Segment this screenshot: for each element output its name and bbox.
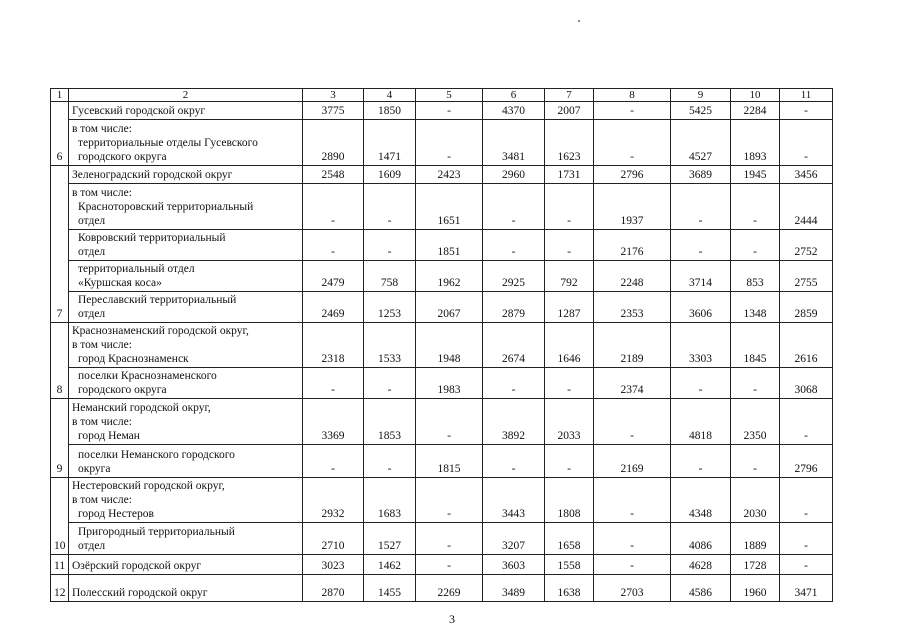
value-cell: 2067 bbox=[416, 292, 483, 323]
row-name-line: город Неман bbox=[78, 430, 140, 442]
table-row bbox=[51, 184, 833, 230]
value-cell: 1471 bbox=[364, 120, 416, 166]
row-name-line: отдел bbox=[78, 246, 106, 258]
value-cell: 2703 bbox=[594, 575, 671, 602]
value-cell: - bbox=[780, 120, 833, 166]
value-cell: 2796 bbox=[780, 445, 833, 478]
value-cell: 2755 bbox=[780, 261, 833, 292]
page-number: 3 bbox=[449, 612, 455, 626]
row-number: 12 bbox=[51, 575, 69, 602]
value-cell: 2176 bbox=[594, 230, 671, 261]
row-name bbox=[69, 575, 303, 602]
value-cell: - bbox=[731, 368, 780, 399]
value-cell: - bbox=[594, 478, 671, 523]
header-cell: 10 bbox=[731, 89, 780, 102]
value-cell: 2960 bbox=[483, 166, 545, 184]
value-cell: 3369 bbox=[303, 399, 364, 445]
value-cell: 2318 bbox=[303, 323, 364, 368]
row-name-line: в том числе: bbox=[72, 187, 132, 199]
value-cell: 3481 bbox=[483, 120, 545, 166]
value-cell: 1937 bbox=[594, 184, 671, 230]
value-cell: 3207 bbox=[483, 523, 545, 555]
value-cell: 2269 bbox=[416, 575, 483, 602]
table-body bbox=[51, 89, 833, 602]
row-name bbox=[69, 120, 303, 166]
table-row bbox=[51, 102, 833, 120]
table-row bbox=[51, 368, 833, 399]
value-cell: 1638 bbox=[545, 575, 594, 602]
row-name-line: в том числе: bbox=[72, 339, 132, 351]
row-name bbox=[69, 292, 303, 323]
value-cell: 2796 bbox=[594, 166, 671, 184]
row-name-line: «Куршская коса» bbox=[78, 277, 162, 289]
value-cell: 3606 bbox=[671, 292, 731, 323]
table-row bbox=[51, 399, 833, 445]
value-cell: - bbox=[303, 184, 364, 230]
value-cell: - bbox=[671, 184, 731, 230]
value-cell: 4628 bbox=[671, 555, 731, 575]
row-name-line: Ковровский территориальный bbox=[78, 232, 226, 244]
data-table bbox=[50, 88, 833, 602]
value-cell: 1533 bbox=[364, 323, 416, 368]
value-cell: 2870 bbox=[303, 575, 364, 602]
row-name-line: Зеленоградский городской округ bbox=[72, 169, 233, 181]
value-cell: - bbox=[483, 230, 545, 261]
value-cell: - bbox=[545, 230, 594, 261]
value-cell: 1815 bbox=[416, 445, 483, 478]
table-row bbox=[51, 166, 833, 184]
value-cell: 1646 bbox=[545, 323, 594, 368]
value-cell: 1893 bbox=[731, 120, 780, 166]
value-cell: 3714 bbox=[671, 261, 731, 292]
value-cell: 1253 bbox=[364, 292, 416, 323]
value-cell: 2374 bbox=[594, 368, 671, 399]
value-cell: 4586 bbox=[671, 575, 731, 602]
value-cell: 1889 bbox=[731, 523, 780, 555]
row-name-line: в том числе: bbox=[72, 494, 132, 506]
value-cell: - bbox=[731, 445, 780, 478]
value-cell: 1683 bbox=[364, 478, 416, 523]
value-cell: 2169 bbox=[594, 445, 671, 478]
row-name-line: округа bbox=[78, 463, 111, 475]
value-cell: 1651 bbox=[416, 184, 483, 230]
value-cell: 1728 bbox=[731, 555, 780, 575]
table-row bbox=[51, 230, 833, 261]
row-number: 10 bbox=[51, 478, 69, 555]
value-cell: 1845 bbox=[731, 323, 780, 368]
value-cell: 1558 bbox=[545, 555, 594, 575]
row-name-line: город Нестеров bbox=[78, 508, 154, 520]
value-cell: 2859 bbox=[780, 292, 833, 323]
value-cell: 1623 bbox=[545, 120, 594, 166]
value-cell: - bbox=[594, 120, 671, 166]
header-cell: 2 bbox=[69, 89, 303, 102]
row-name-line: город Краснознаменск bbox=[78, 353, 189, 365]
row-name-line: поселки Краснознаменского bbox=[78, 370, 217, 382]
row-name-line: Гусевский городской округ bbox=[72, 105, 206, 117]
value-cell: - bbox=[545, 184, 594, 230]
header-cell: 9 bbox=[671, 89, 731, 102]
value-cell: 2007 bbox=[545, 102, 594, 120]
value-cell: 2284 bbox=[731, 102, 780, 120]
value-cell: - bbox=[483, 445, 545, 478]
value-cell: - bbox=[594, 555, 671, 575]
value-cell: - bbox=[545, 368, 594, 399]
value-cell: 2674 bbox=[483, 323, 545, 368]
value-cell: - bbox=[416, 102, 483, 120]
value-cell: 853 bbox=[731, 261, 780, 292]
value-cell: 2710 bbox=[303, 523, 364, 555]
value-cell: 1851 bbox=[416, 230, 483, 261]
row-number: 6 bbox=[51, 102, 69, 166]
value-cell: 4818 bbox=[671, 399, 731, 445]
value-cell: 3489 bbox=[483, 575, 545, 602]
header-cell: 3 bbox=[303, 89, 364, 102]
value-cell: 1948 bbox=[416, 323, 483, 368]
row-name bbox=[69, 555, 303, 575]
header-cell: 7 bbox=[545, 89, 594, 102]
row-name-line: городского округа bbox=[78, 384, 167, 396]
table-row bbox=[51, 575, 833, 602]
row-name bbox=[69, 368, 303, 399]
value-cell: 2189 bbox=[594, 323, 671, 368]
value-cell: 2925 bbox=[483, 261, 545, 292]
table-row bbox=[51, 555, 833, 575]
value-cell: 3068 bbox=[780, 368, 833, 399]
value-cell: 1527 bbox=[364, 523, 416, 555]
value-cell: 3892 bbox=[483, 399, 545, 445]
row-name-line: территориальный отдел bbox=[78, 263, 195, 275]
row-name bbox=[69, 230, 303, 261]
row-name-line: в том числе: bbox=[72, 416, 132, 428]
value-cell: 3775 bbox=[303, 102, 364, 120]
value-cell: 1455 bbox=[364, 575, 416, 602]
value-cell: - bbox=[303, 368, 364, 399]
row-name-line: Озёрский городской округ bbox=[72, 560, 202, 572]
value-cell: 2350 bbox=[731, 399, 780, 445]
value-cell: - bbox=[303, 230, 364, 261]
header-row bbox=[51, 89, 833, 102]
value-cell: 1850 bbox=[364, 102, 416, 120]
table-row bbox=[51, 523, 833, 555]
row-name-line: Нестеровский городской округ, bbox=[72, 480, 225, 492]
row-name-line: Краснознаменский городской округ, bbox=[72, 325, 249, 337]
value-cell: 1731 bbox=[545, 166, 594, 184]
value-cell: - bbox=[594, 399, 671, 445]
scan-speck bbox=[578, 20, 580, 22]
row-name-line: Неманский городской округ, bbox=[72, 402, 211, 414]
header-cell: 8 bbox=[594, 89, 671, 102]
row-name bbox=[69, 166, 303, 184]
value-cell: 2248 bbox=[594, 261, 671, 292]
value-cell: - bbox=[671, 230, 731, 261]
row-name-line: отдел bbox=[78, 308, 106, 320]
value-cell: 758 bbox=[364, 261, 416, 292]
value-cell: 1945 bbox=[731, 166, 780, 184]
value-cell: 3443 bbox=[483, 478, 545, 523]
value-cell: 1962 bbox=[416, 261, 483, 292]
value-cell: 2879 bbox=[483, 292, 545, 323]
value-cell: - bbox=[731, 230, 780, 261]
value-cell: - bbox=[780, 555, 833, 575]
value-cell: 2932 bbox=[303, 478, 364, 523]
value-cell: 1287 bbox=[545, 292, 594, 323]
value-cell: 2353 bbox=[594, 292, 671, 323]
value-cell: - bbox=[671, 445, 731, 478]
value-cell: - bbox=[416, 399, 483, 445]
row-name-line: поселки Неманского городского bbox=[78, 449, 235, 461]
value-cell: 4527 bbox=[671, 120, 731, 166]
row-name-line: территориальные отделы Гусевского bbox=[78, 137, 258, 149]
value-cell: 2479 bbox=[303, 261, 364, 292]
value-cell: - bbox=[731, 184, 780, 230]
table-row bbox=[51, 292, 833, 323]
value-cell: - bbox=[364, 445, 416, 478]
value-cell: - bbox=[545, 445, 594, 478]
value-cell: 2752 bbox=[780, 230, 833, 261]
value-cell: - bbox=[594, 523, 671, 555]
value-cell: - bbox=[483, 368, 545, 399]
value-cell: 1462 bbox=[364, 555, 416, 575]
row-name-line: Переславский территориальный bbox=[78, 294, 237, 306]
value-cell: - bbox=[780, 478, 833, 523]
value-cell: - bbox=[303, 445, 364, 478]
value-cell: - bbox=[364, 184, 416, 230]
value-cell: 2033 bbox=[545, 399, 594, 445]
row-name bbox=[69, 102, 303, 120]
row-name-line: в том числе: bbox=[72, 123, 132, 135]
row-name bbox=[69, 478, 303, 523]
row-name bbox=[69, 523, 303, 555]
table-row bbox=[51, 478, 833, 523]
value-cell: - bbox=[594, 102, 671, 120]
table-row bbox=[51, 261, 833, 292]
value-cell: - bbox=[416, 478, 483, 523]
value-cell: 1609 bbox=[364, 166, 416, 184]
value-cell: 3603 bbox=[483, 555, 545, 575]
row-name bbox=[69, 323, 303, 368]
value-cell: 1348 bbox=[731, 292, 780, 323]
row-name-line: городского округа bbox=[78, 151, 167, 163]
value-cell: - bbox=[780, 102, 833, 120]
header-cell: 4 bbox=[364, 89, 416, 102]
value-cell: - bbox=[416, 120, 483, 166]
value-cell: - bbox=[416, 555, 483, 575]
value-cell: - bbox=[780, 399, 833, 445]
value-cell: 2469 bbox=[303, 292, 364, 323]
value-cell: 3471 bbox=[780, 575, 833, 602]
row-number: 9 bbox=[51, 399, 69, 478]
row-number: 11 bbox=[51, 555, 69, 575]
value-cell: 4370 bbox=[483, 102, 545, 120]
row-name bbox=[69, 399, 303, 445]
row-name bbox=[69, 261, 303, 292]
value-cell: 1960 bbox=[731, 575, 780, 602]
row-name-line: отдел bbox=[78, 215, 106, 227]
header-cell: 11 bbox=[780, 89, 833, 102]
value-cell: 2616 bbox=[780, 323, 833, 368]
row-number: 7 bbox=[51, 166, 69, 323]
value-cell: 5425 bbox=[671, 102, 731, 120]
value-cell: 4348 bbox=[671, 478, 731, 523]
row-name-line: Полесский городской округ bbox=[72, 587, 208, 599]
value-cell: 1808 bbox=[545, 478, 594, 523]
value-cell: - bbox=[364, 230, 416, 261]
value-cell: 2548 bbox=[303, 166, 364, 184]
row-name bbox=[69, 184, 303, 230]
value-cell: 1658 bbox=[545, 523, 594, 555]
row-name-line: Красноторовский территориальный bbox=[78, 201, 254, 213]
value-cell: - bbox=[780, 523, 833, 555]
header-cell: 1 bbox=[51, 89, 69, 102]
value-cell: 2030 bbox=[731, 478, 780, 523]
value-cell: - bbox=[483, 184, 545, 230]
value-cell: 2444 bbox=[780, 184, 833, 230]
value-cell: 1983 bbox=[416, 368, 483, 399]
value-cell: - bbox=[364, 368, 416, 399]
table-row bbox=[51, 445, 833, 478]
header-cell: 5 bbox=[416, 89, 483, 102]
value-cell: 3689 bbox=[671, 166, 731, 184]
value-cell: 792 bbox=[545, 261, 594, 292]
header-cell: 6 bbox=[483, 89, 545, 102]
value-cell: 3023 bbox=[303, 555, 364, 575]
table-row bbox=[51, 120, 833, 166]
table-row bbox=[51, 323, 833, 368]
row-number: 8 bbox=[51, 323, 69, 399]
value-cell: 3303 bbox=[671, 323, 731, 368]
value-cell: 3456 bbox=[780, 166, 833, 184]
row-name bbox=[69, 445, 303, 478]
value-cell: 4086 bbox=[671, 523, 731, 555]
row-name-line: отдел bbox=[78, 540, 106, 552]
value-cell: - bbox=[416, 523, 483, 555]
value-cell: 1853 bbox=[364, 399, 416, 445]
value-cell: - bbox=[671, 368, 731, 399]
row-name-line: Пригородный территориальный bbox=[78, 526, 235, 538]
value-cell: 2423 bbox=[416, 166, 483, 184]
value-cell: 2890 bbox=[303, 120, 364, 166]
